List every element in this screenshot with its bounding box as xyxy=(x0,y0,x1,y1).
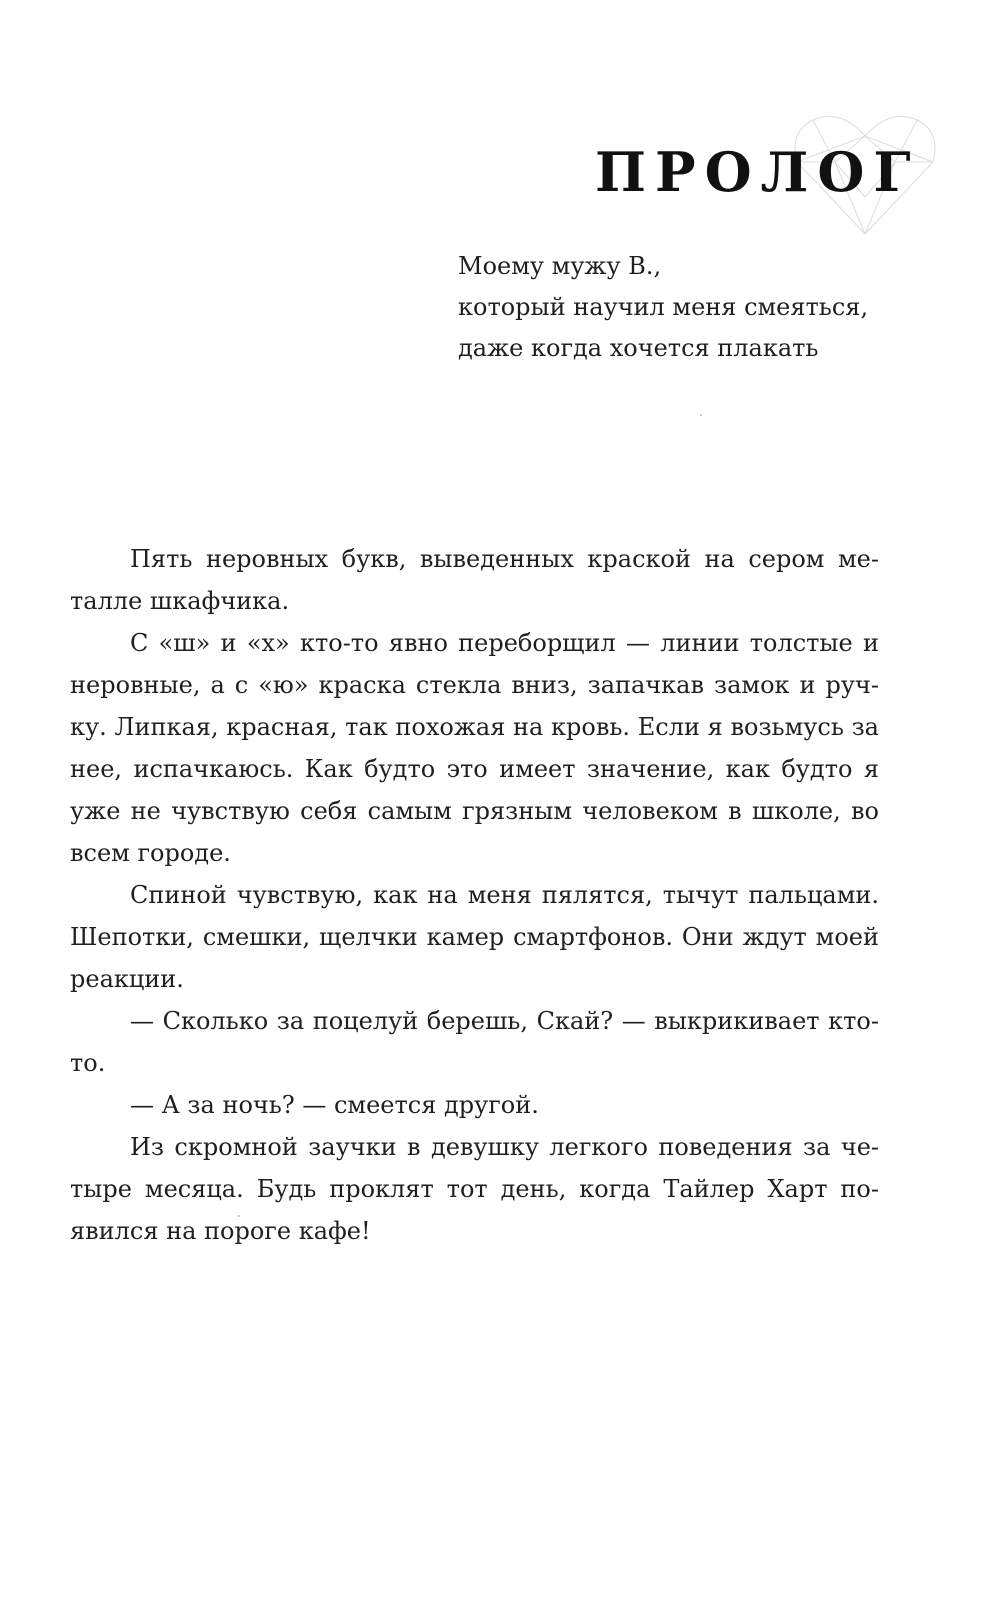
epigraph xyxy=(458,246,878,369)
print-speck xyxy=(700,414,702,416)
paragraph: — А за ночь? — смеется другой. xyxy=(130,1091,539,1119)
print-speck xyxy=(238,1215,240,1217)
epigraph-line: который научил меня смеяться, xyxy=(458,293,869,321)
paragraph: С «ш» и «х» кто-то явно переборщил — линии толстые и неровные, а с «ю» краска стекла вниз, запачкав замок и ручку. Липкая, красная, так похожая на кровь. Если я возьмусь за нее, испачкаюсь. Как будто это имеет значение, как будто я уже не чувствую себя самым грязным человеком в школе, во всем городе. xyxy=(70,629,879,867)
chapter-body xyxy=(70,538,879,1252)
paragraph: — Сколько за поцелуй берешь, Скай? — выкрикивает кто-то. xyxy=(70,1007,879,1077)
paragraph: Спиной чувствую, как на меня пялятся, тычут пальцами. Шепотки, смешки, щелчки камер смартфонов. Они ждут моей реакции. xyxy=(70,881,879,993)
paragraph: Из скромной заучки в девушку легкого поведения за четыре месяца. Будь проклят тот день, когда Тайлер Харт появился на пороге кафе! xyxy=(70,1133,879,1245)
paragraph: Пять неровных букв, выведенных краской на сером металле шкафчика. xyxy=(70,545,879,615)
epigraph-line: даже когда хочется плакать xyxy=(458,334,819,362)
chapter-title: ПРОЛОГ xyxy=(595,140,920,204)
epigraph-line: Моему мужу В., xyxy=(458,252,662,280)
